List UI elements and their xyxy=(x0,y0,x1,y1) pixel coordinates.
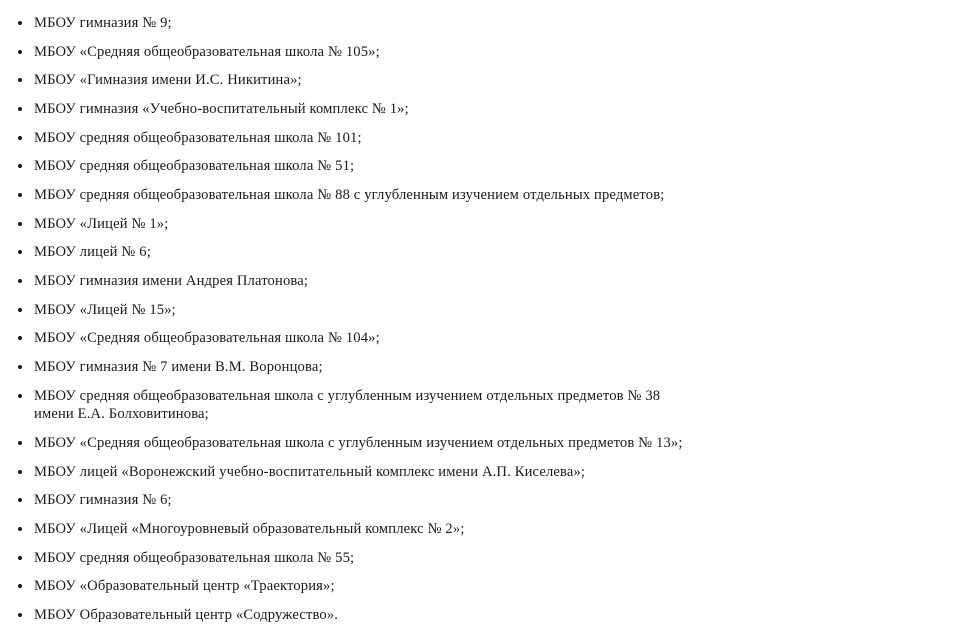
list-item-label: МБОУ «Лицей «Многоуровневый образовательный комплекс № 2»; xyxy=(34,521,465,538)
list-item xyxy=(8,243,940,262)
list-item xyxy=(8,329,940,348)
list-item-label: МБОУ средняя общеобразовательная школа № 88 с углубленным изучением отдельных предметов; xyxy=(34,187,665,204)
list-item xyxy=(8,463,940,482)
list-item-label: МБОУ «Лицей № 1»; xyxy=(34,215,169,232)
list-item-label: МБОУ средняя общеобразовательная школа с углубленным изучением отдельных предметов № 38 xyxy=(34,387,661,404)
list-item-label: МБОУ «Средняя общеобразовательная школа № 104»; xyxy=(34,330,380,347)
list-item-label: МБОУ «Средняя общеобразовательная школа с углубленным изучением отдельных предметов № 13»; xyxy=(34,435,683,452)
list-item xyxy=(8,549,940,568)
list-item-label: МБОУ гимназия «Учебно-воспитательный комплекс № 1»; xyxy=(34,101,409,118)
list-item xyxy=(8,272,940,291)
list-item xyxy=(8,71,940,90)
list-item-label: МБОУ «Гимназия имени И.С. Никитина»; xyxy=(34,72,302,89)
list-item xyxy=(8,358,940,377)
list-item-label: МБОУ средняя общеобразовательная школа № 101; xyxy=(34,129,362,146)
list-item-label: МБОУ гимназия имени Андрея Платонова; xyxy=(34,273,309,290)
list-item xyxy=(8,215,940,234)
list-item xyxy=(8,606,940,625)
list-item-label: МБОУ гимназия № 9; xyxy=(34,15,172,31)
list-item-label: МБОУ лицей «Воронежский учебно-воспитательный комплекс имени А.П. Киселева»; xyxy=(34,463,586,480)
list-item xyxy=(8,434,940,453)
list-item-label: МБОУ средняя общеобразовательная школа № 55; xyxy=(34,549,355,566)
list-item xyxy=(8,157,940,176)
list-item-label: МБОУ Образовательный центр «Содружество». xyxy=(34,607,339,624)
list-item-label: МБОУ гимназия № 7 имени В.М. Воронцова; xyxy=(34,359,323,376)
list-item xyxy=(8,14,940,33)
list-item xyxy=(8,186,940,205)
list-item-label: МБОУ гимназия № 6; xyxy=(34,492,172,509)
list-item-label: МБОУ «Образовательный центр «Траектория»; xyxy=(34,578,335,595)
school-list xyxy=(8,14,940,625)
list-item xyxy=(8,43,940,62)
list-item-label-continuation: имени Е.А. Болховитинова; xyxy=(34,406,209,423)
list-item xyxy=(8,301,940,320)
list-item-label: МБОУ средняя общеобразовательная школа № 51; xyxy=(34,158,355,175)
list-item xyxy=(8,520,940,539)
list-item xyxy=(8,100,940,119)
list-item xyxy=(8,577,940,596)
list-item-label: МБОУ лицей № 6; xyxy=(34,244,151,261)
list-item-label: МБОУ «Лицей № 15»; xyxy=(34,301,176,318)
list-item xyxy=(8,129,940,148)
list-item-label: МБОУ «Средняя общеобразовательная школа № 105»; xyxy=(34,43,380,60)
list-item xyxy=(8,387,940,424)
list-item xyxy=(8,491,940,510)
